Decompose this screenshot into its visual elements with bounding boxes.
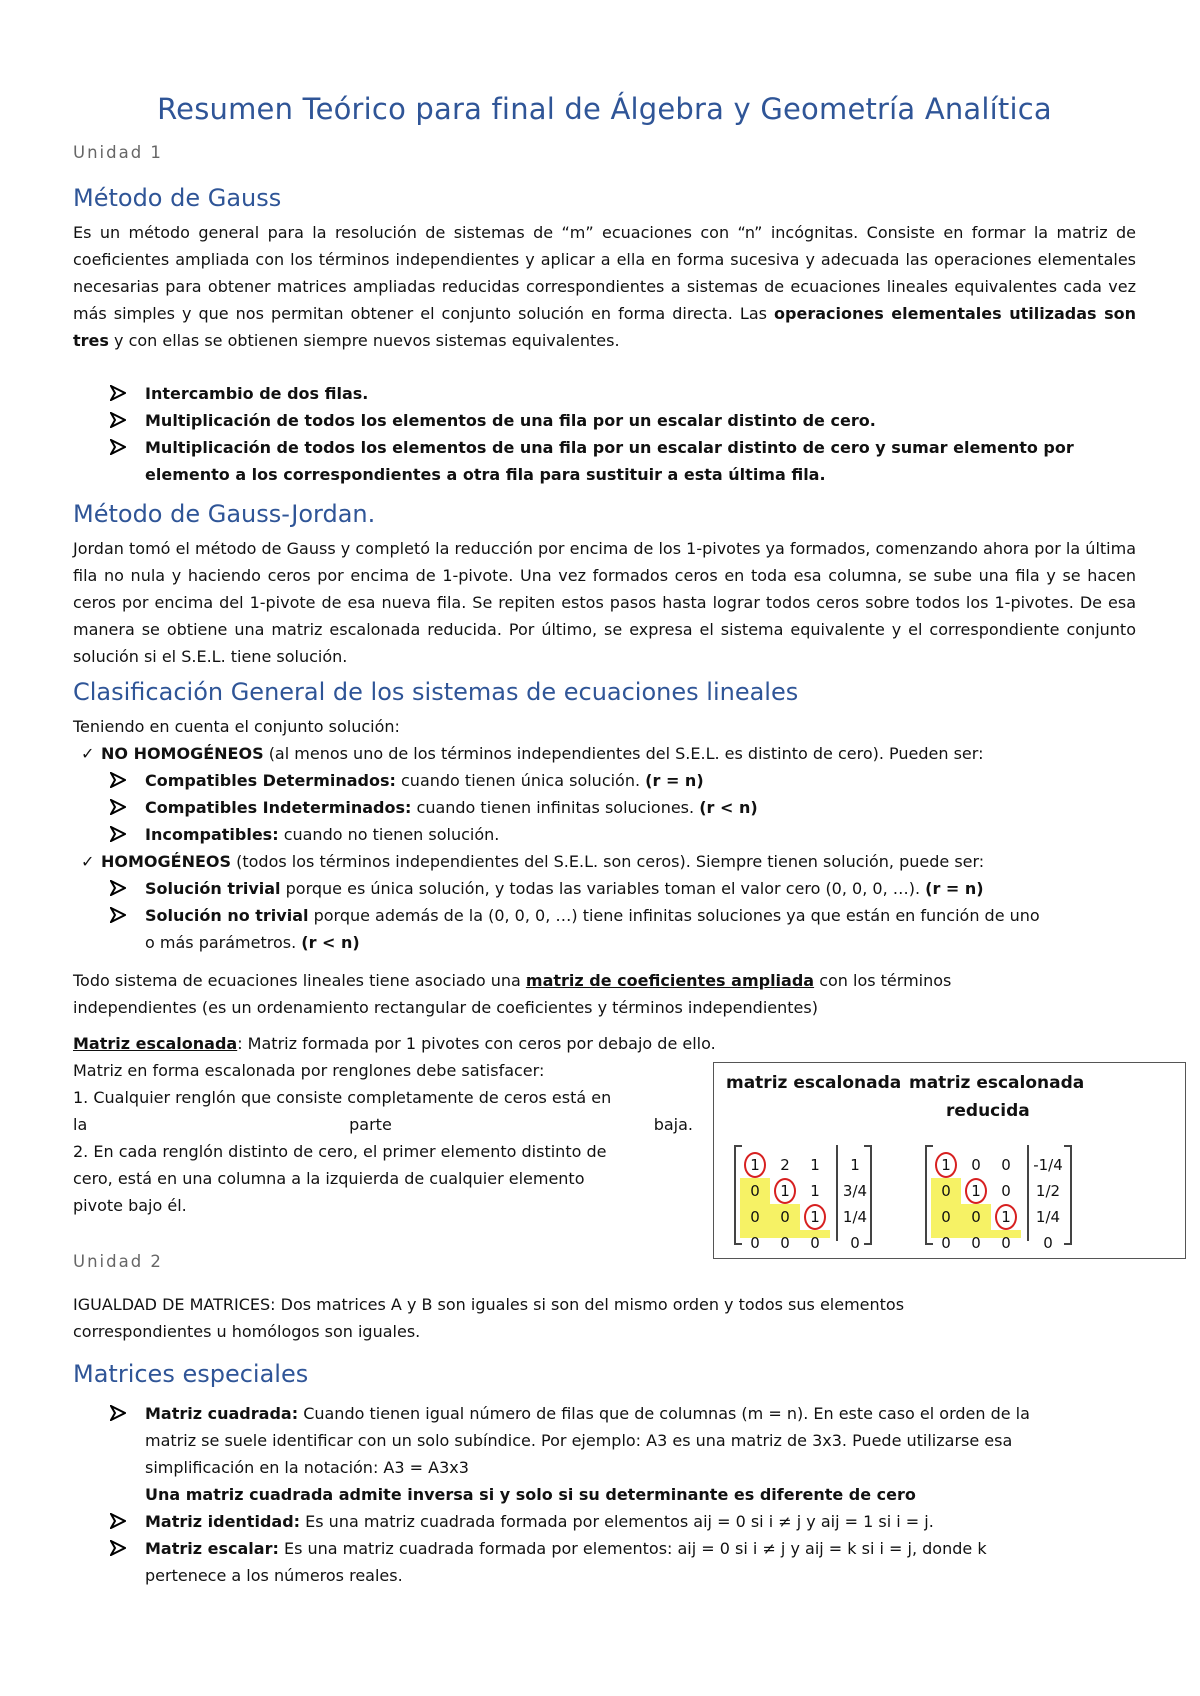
trivial-solution-item: Solución trivial porque es única solución, y todas las variables toman el valor cero (0, 0, 0, …). (r = n)	[145, 879, 984, 898]
matrix-cell: 1/4	[1035, 1208, 1061, 1226]
pivot-circle-icon	[744, 1152, 766, 1178]
arrow-bullet-icon	[110, 826, 126, 842]
square-matrix-item: Matriz cuadrada: Cuando tienen igual número de filas que de columnas (m = n). En este caso el orden de la	[145, 1404, 1030, 1423]
matrix-cell: 0	[850, 1234, 860, 1252]
arrow-bullet-icon	[110, 799, 126, 815]
pivot-circle-icon	[774, 1178, 796, 1204]
document-title: Resumen Teórico para final de Álgebra y Geometría Analítica	[157, 92, 1052, 126]
scalar-matrix-item: Matriz escalar: Es una matriz cuadrada formada por elementos: aij = 0 si i ≠ j y aij = k si i = j, donde k	[145, 1539, 987, 1558]
matrix-cell: 1	[810, 1208, 820, 1226]
compatible-undetermined-item: Compatibles Indeterminados: cuando tienen infinitas soluciones. (r < n)	[145, 798, 758, 817]
classification-heading: Clasificación General de los sistemas de ecuaciones lineales	[73, 678, 799, 706]
augmented-matrix-line: Todo sistema de ecuaciones lineales tiene asociado una matriz de coeficientes ampliada con los términos	[73, 971, 952, 990]
arrow-bullet-icon	[110, 880, 126, 896]
gauss-jordan-paragraph: Jordan tomó el método de Gauss y completó la reducción por encima de los 1-pivotes ya formados, comenzando ahora por la última fila no nula y haciendo ceros por encima de 1-pivote. Una vez formados ceros en toda esa columna, se sube una fila y se hacen ceros por encima del 1-pivote de esa nueva fila. Se repiten estos pasos hasta lograr todos ceros sobre todos los 1-pivotes. De esa manera se obtiene una matriz escalonada reducida. Por último, se expresa el sistema equivalente y el correspondiente conjunto solución si el S.E.L. tiene solución.	[73, 539, 1136, 666]
matrix-cell: 2	[780, 1156, 790, 1174]
matrix-cell: -1/4	[1033, 1156, 1063, 1174]
gauss-paragraph: Es un método general para la resolución de sistemas de “m” ecuaciones con “n” incógnitas. Consiste en formar la matriz de coeficientes ampliada con los términos independientes y aplicar a ella en forma sucesiva y adecuada las operaciones elementales necesarias para obtener matrices ampliadas reducidas correspondientes a sistemas de ecuaciones lineales equivalentes cada vez más simples y que nos permitan obtener el conjunto solución en forma directa. Las operaciones elementales utilizadas son tres y con ellas se obtienen siempre nuevos sistemas equivalentes.	[73, 223, 1136, 350]
matrix-cell: 1/2	[1035, 1182, 1061, 1200]
gauss-op-2: Multiplicación de todos los elementos de una fila por un escalar distinto de cero.	[145, 411, 876, 430]
incompatible-item: Incompatibles: cuando no tienen solución.	[145, 825, 500, 844]
gauss-op-3-cont: elemento a los correspondientes a otra fila para sustituir a esta última fila.	[145, 465, 826, 484]
matrix-cell: 0	[1001, 1156, 1011, 1174]
gauss-op-3: Multiplicación de todos los elementos de una fila por un escalar distinto de cero y sumar elemento por	[145, 438, 1074, 457]
gauss-jordan-heading: Método de Gauss-Jordan.	[73, 500, 376, 528]
matrix-cell: 0	[1001, 1182, 1011, 1200]
arrow-bullet-icon	[110, 1405, 126, 1421]
matrix-cell: 0	[941, 1208, 951, 1226]
arrow-bullet-icon	[110, 385, 126, 401]
augmented-matrix-line-2: independientes (es un ordenamiento rectangular de coeficientes y términos independientes)	[73, 998, 818, 1017]
pivot-circle-icon	[804, 1204, 826, 1230]
arrow-bullet-icon	[110, 907, 126, 923]
matrix-cell: 1	[850, 1156, 860, 1174]
matrix-cell: 0	[750, 1182, 760, 1200]
matrix-cell: 0	[780, 1208, 790, 1226]
pivot-circle-icon	[995, 1204, 1017, 1230]
non-homogeneous-item: NO HOMOGÉNEOS (al menos uno de los términos independientes del S.E.L. es distinto de cero). Pueden ser:	[101, 744, 984, 763]
echelon-rule-intro: Matriz en forma escalonada por renglones debe satisfacer:	[73, 1061, 545, 1080]
echelon-matrices-figure	[713, 1062, 1186, 1259]
echelon-rule-2-cont: cero, está en una columna a la izquierda de cualquier elemento	[73, 1169, 585, 1188]
matrix-cell: 1	[971, 1182, 981, 1200]
figure-label-reduced-1: matriz escalonada	[909, 1073, 1085, 1093]
pivot-circle-icon	[935, 1152, 957, 1178]
arrow-bullet-icon	[110, 772, 126, 788]
arrow-bullet-icon	[110, 1540, 126, 1556]
figure-label-reduced-2: reducida	[946, 1101, 1030, 1121]
unit-1-label: Unidad 1	[73, 143, 163, 162]
unit-2-label: Unidad 2	[73, 1252, 163, 1271]
matrix-cell: 0	[971, 1234, 981, 1252]
matrix-cell: 0	[941, 1182, 951, 1200]
nontrivial-solution-item: Solución no trivial porque además de la (0, 0, 0, …) tiene infinitas soluciones ya que están en función de uno	[145, 906, 1040, 925]
matrix-cell: 0	[750, 1234, 760, 1252]
checkmark-icon: ✓	[81, 852, 95, 871]
checkmark-icon: ✓	[81, 744, 95, 763]
square-matrix-inverse-note: Una matriz cuadrada admite inversa si y solo si su determinante es diferente de cero	[145, 1485, 916, 1504]
matrix-cell: 3/4	[842, 1182, 868, 1200]
square-matrix-cont-1: matriz se suele identificar con un solo subíndice. Por ejemplo: A3 es una matriz de 3x3. Puede utilizarse esa	[145, 1431, 1013, 1450]
compatible-determined-item: Compatibles Determinados: cuando tienen única solución. (r = n)	[145, 771, 704, 790]
arrow-bullet-icon	[110, 412, 126, 428]
identity-matrix-item: Matriz identidad: Es una matriz cuadrada formada por elementos aij = 0 si i ≠ j y aij = 1 si i = j.	[145, 1512, 934, 1531]
classification-intro: Teniendo en cuenta el conjunto solución:	[73, 717, 400, 736]
matrix-cell: 0	[1043, 1234, 1053, 1252]
matrix-cell: 1	[780, 1182, 790, 1200]
matrix-cell: 1	[941, 1156, 951, 1174]
matrix-cell: 0	[750, 1208, 760, 1226]
matrix-equality-line-2: correspondientes u homólogos son iguales.	[73, 1322, 421, 1341]
scalar-matrix-cont: pertenece a los números reales.	[145, 1566, 403, 1585]
gauss-heading: Método de Gauss	[73, 184, 282, 212]
matrix-equality-line-1: IGUALDAD DE MATRICES: Dos matrices A y B son iguales si son del mismo orden y todos sus elementos	[73, 1295, 905, 1314]
matrix-cell: 1	[750, 1156, 760, 1174]
gauss-op-1: Intercambio de dos filas.	[145, 384, 369, 403]
echelon-rule-2: 2. En cada renglón distinto de cero, el primer elemento distinto de	[73, 1142, 607, 1161]
matrix-cell: 1/4	[842, 1208, 868, 1226]
matrix-cell: 0	[1001, 1234, 1011, 1252]
echelon-definition: Matriz escalonada: Matriz formada por 1 pivotes con ceros por debajo de ello.	[73, 1034, 716, 1053]
arrow-bullet-icon	[110, 439, 126, 455]
echelon-rule-1-cont: la parte baja.	[73, 1115, 693, 1134]
matrix-cell: 1	[1001, 1208, 1011, 1226]
matrix-cell: 0	[971, 1156, 981, 1174]
matrix-cell: 0	[780, 1234, 790, 1252]
matrix-cell: 1	[810, 1156, 820, 1174]
echelon-rule-1: 1. Cualquier renglón que consiste completamente de ceros está en	[73, 1088, 612, 1107]
arrow-bullet-icon	[110, 1513, 126, 1529]
matrix-cell: 0	[941, 1234, 951, 1252]
homogeneous-item: HOMOGÉNEOS (todos los términos independientes del S.E.L. son ceros). Siempre tienen solución, puede ser:	[101, 852, 985, 871]
matrix-cell: 0	[810, 1234, 820, 1252]
pivot-circle-icon	[965, 1178, 987, 1204]
special-matrices-heading: Matrices especiales	[73, 1360, 309, 1388]
nontrivial-solution-cont: o más parámetros. (r < n)	[145, 933, 360, 952]
figure-label-echelon: matriz escalonada	[726, 1073, 902, 1093]
square-matrix-cont-2: simplificación en la notación: A3 = A3x3	[145, 1458, 469, 1477]
echelon-rule-2-end: pivote bajo él.	[73, 1196, 187, 1215]
matrix-cell: 0	[971, 1208, 981, 1226]
matrix-cell: 1	[810, 1182, 820, 1200]
